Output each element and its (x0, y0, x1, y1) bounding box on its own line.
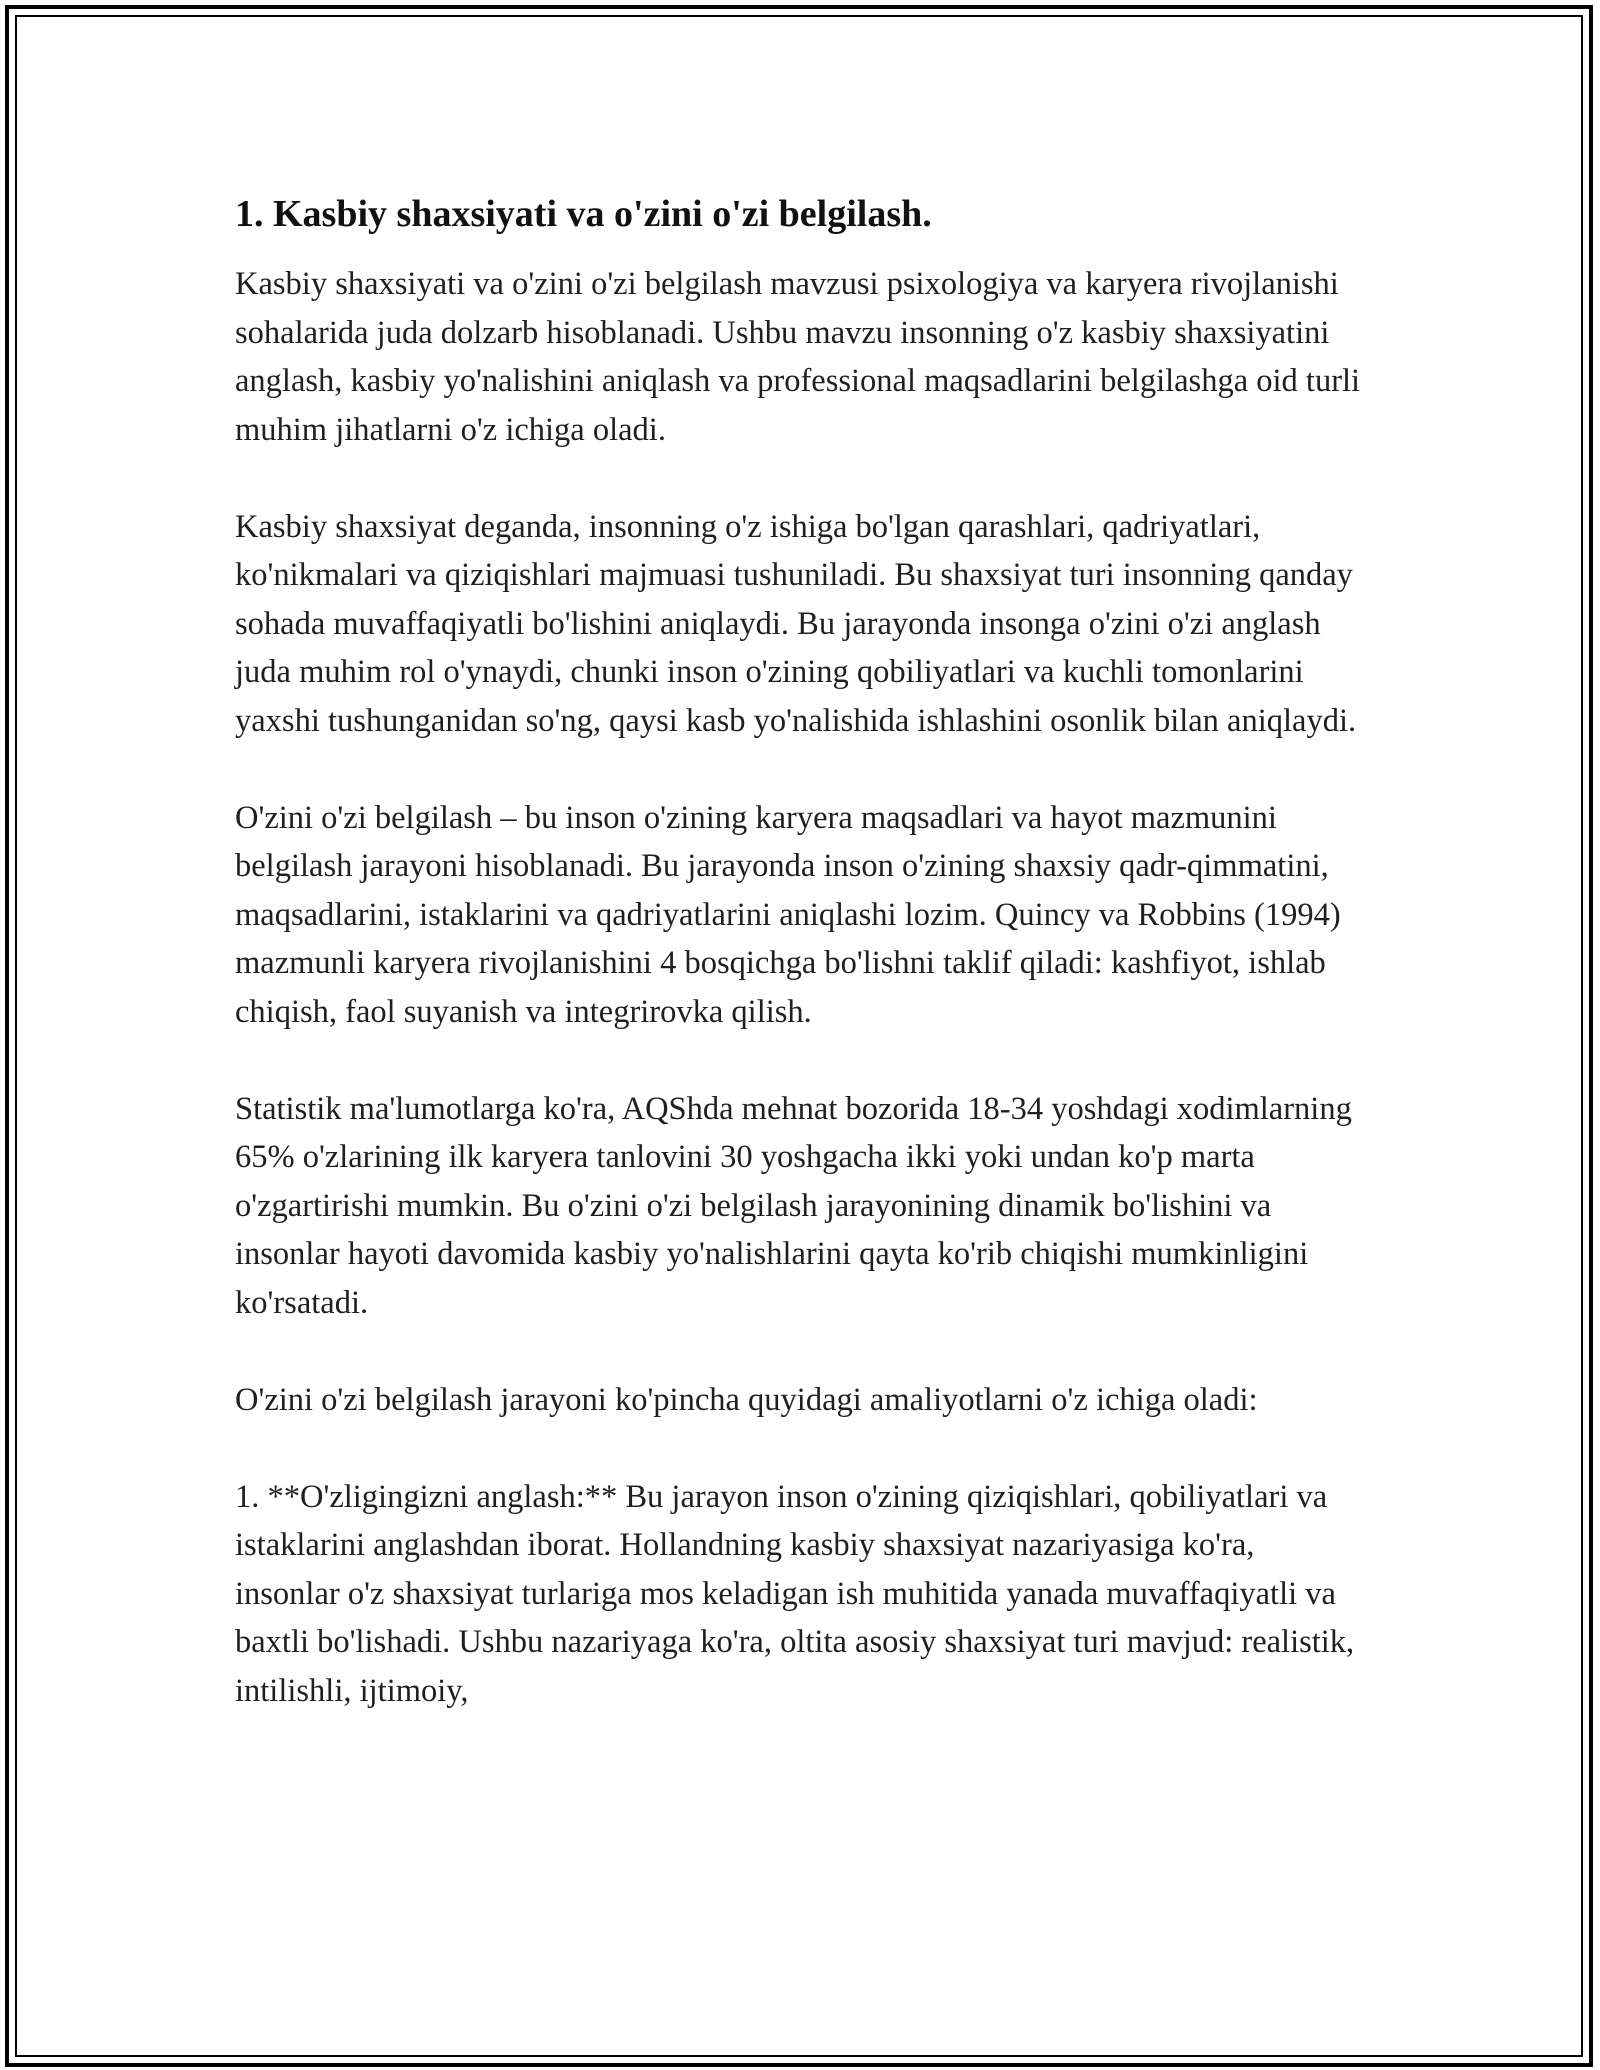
paragraph-intro: Kasbiy shaxsiyati va o'zini o'zi belgilash mavzusi psixologiya va karyera rivojlanishi sohalarida juda dolzarb hisoblanadi. Ushbu mavzu insonning o'z kasbiy shaxsiyatini anglash, kasbiy yo'nalishini aniqlash va professional maqsadlarini belgilashga oid turli muhim jihatlarni o'z ichiga oladi. (235, 266, 1361, 448)
section-heading: 1. Kasbiy shaxsiyati va o'zini o'zi belgilash. (235, 193, 932, 235)
paragraph-professional-identity: Kasbiy shaxsiyat deganda, insonning o'z ishiga bo'lgan qarashlari, qadriyatlari, ko'nikmalari va qiziqishlari majmuasi tushuniladi. Bu shaxsiyat turi insonning qanday sohada muvaffaqiyatli bo'lishini aniqlaydi. Bu jarayonda insonga o'zini o'zi anglash juda muhim rol o'ynaydi, chunki inson o'zining qobiliyatlari va kuchli tomonlarini yaxshi tushunganidan so'ng, qaysi kasb yo'nalishida ishlashini osonlik bilan aniqlaydi. (235, 508, 1357, 739)
paragraph-practices-intro: O'zini o'zi belgilash jarayoni ko'pincha quyidagi amaliyotlarni o'z ichiga oladi: (235, 1381, 1258, 1418)
list-item-self-awareness: 1. **O'zligingizni anglash:** Bu jarayon inson o'zining qiziqishlari, qobiliyatlari va istaklarini anglashdan iborat. Hollandning kasbiy shaxsiyat nazariyasiga ko'ra, insonlar o'z shaxsiyat turlariga mos keladigan ish muhitida yanada muvaffaqiyatli va baxtli bo'lishadi. Ushbu nazariyaga ko'ra, oltita asosiy shaxsiyat turi mavjud: realistik, intilishli, ijtimoiy, (235, 1478, 1355, 1709)
document-body (235, 190, 1365, 1764)
paragraph-statistics: Statistik ma'lumotlarga ko'ra, AQShda mehnat bozorida 18-34 yoshdagi xodimlarning 65% o'zlarining ilk karyera tanlovini 30 yoshgacha ikki yoki undan ko'p marta o'zgartirishi mumkin. Bu o'zini o'zi belgilash jarayonining dinamik bo'lishini va insonlar hayoti davomida kasbiy yo'nalishlarini qayta ko'rib chiqishi mumkinligini ko'rsatadi. (235, 1090, 1352, 1321)
paragraph-self-determination: O'zini o'zi belgilash – bu inson o'zining karyera maqsadlari va hayot mazmunini belgilash jarayoni hisoblanadi. Bu jarayonda inson o'zining shaxsiy qadr-qimmatini, maqsadlarini, istaklarini va qadriyatlarini aniqlashi lozim. Quincy va Robbins (1994) mazmunli karyera rivojlanishini 4 bosqichga bo'lishni taklif qiladi: kashfiyot, ishlab chiqish, faol suyanish va integrirovka qilish. (235, 799, 1341, 1030)
